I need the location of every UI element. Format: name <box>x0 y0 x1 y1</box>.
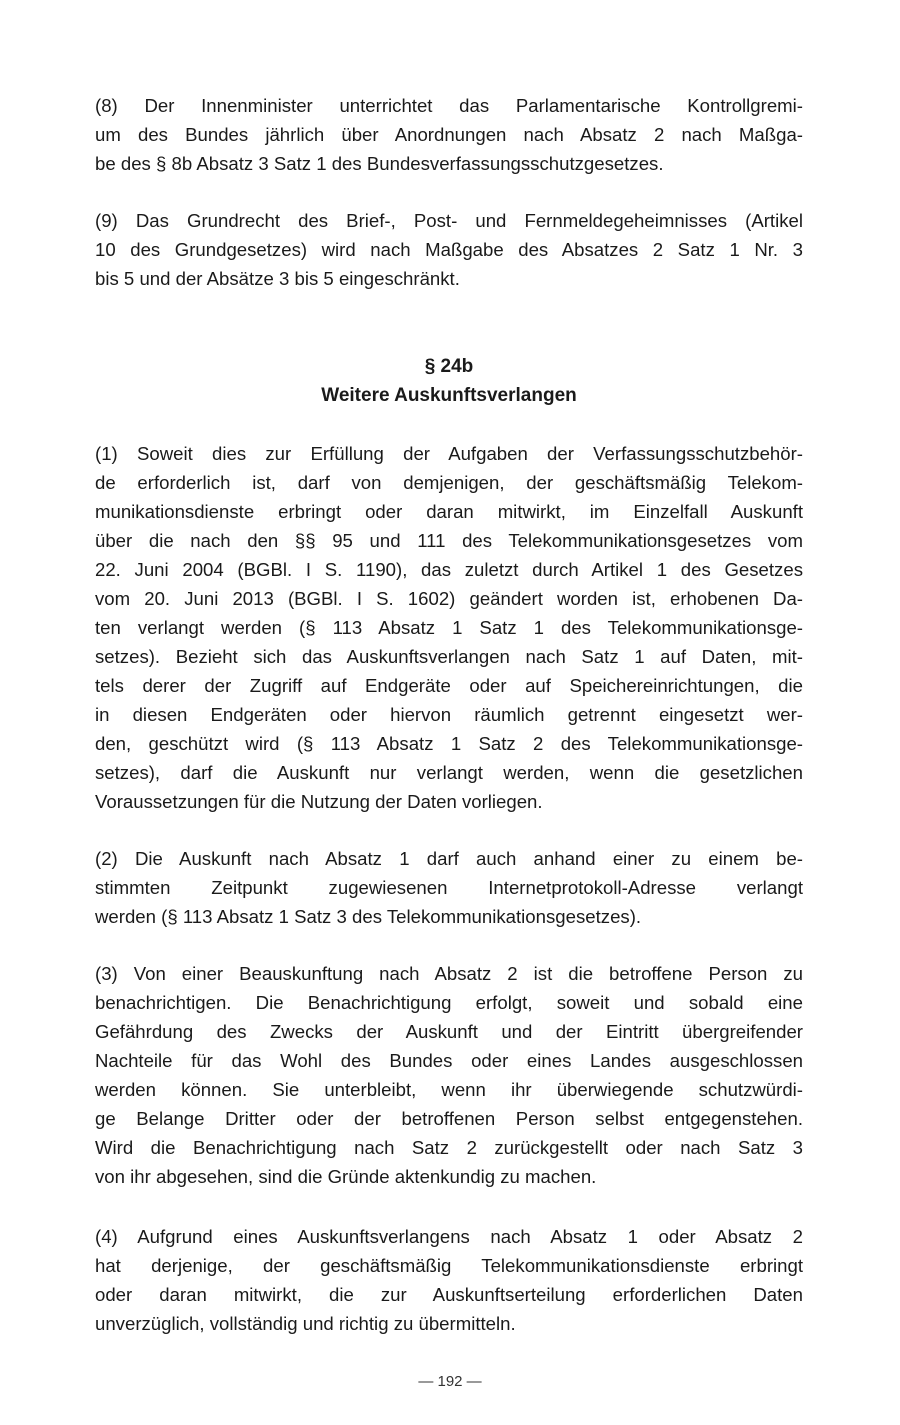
text-line: setzes). Bezieht sich das Auskunftsverlangen nach Satz 1 auf Daten, mit- <box>95 646 803 667</box>
text-line: stimmten Zeitpunkt zugewiesenen Internetprotokoll-Adresse verlangt <box>95 877 803 898</box>
text-line: werden (§ 113 Absatz 1 Satz 3 des Telekommunikationsgesetzes). <box>95 906 642 927</box>
text-line: Gefährdung des Zwecks der Auskunft und der Eintritt übergreifender <box>95 1021 803 1042</box>
text-line: be des § 8b Absatz 3 Satz 1 des Bundesverfassungsschutzgesetzes. <box>95 153 664 174</box>
text-line: de erforderlich ist, darf von demjenigen, der geschäftsmäßig Telekom- <box>95 472 803 493</box>
text-line: über die nach den §§ 95 und 111 des Telekommunikationsgesetzes vom <box>95 530 803 551</box>
section-number: § 24b <box>424 356 474 377</box>
text-line: benachrichtigen. Die Benachrichtigung erfolgt, soweit und sobald eine <box>95 992 803 1013</box>
text-line: (1) Soweit dies zur Erfüllung der Aufgaben der Verfassungsschutzbehör- <box>95 443 803 464</box>
text-line: tels derer der Zugriff auf Endgeräte oder auf Speichereinrichtungen, die <box>95 675 803 696</box>
para-24b-1 <box>95 439 803 816</box>
text-line: werden können. Sie unterbleibt, wenn ihr überwiegende schutzwürdi- <box>95 1079 803 1100</box>
text-line: bis 5 und der Absätze 3 bis 5 eingeschränkt. <box>95 268 460 289</box>
text-line: hat derjenige, der geschäftsmäßig Telekommunikationsdienste erbringt <box>95 1255 803 1276</box>
text-line: von ihr abgesehen, sind die Gründe aktenkundig zu machen. <box>95 1166 597 1187</box>
text-line: (9) Das Grundrecht des Brief-, Post- und Fernmeldegeheimnisses (Artikel <box>95 210 803 231</box>
text-line: munikationsdienste erbringt oder daran mitwirkt, im Einzelfall Auskunft <box>95 501 803 522</box>
para-9 <box>95 206 803 293</box>
text-line: Voraussetzungen für die Nutzung der Daten vorliegen. <box>95 791 543 812</box>
text-line: (8) Der Innenminister unterrichtet das Parlamentarische Kontrollgremi- <box>95 95 803 116</box>
para-24b-4 <box>95 1222 803 1338</box>
text-line: oder daran mitwirkt, die zur Auskunftserteilung erforderlichen Daten <box>95 1284 803 1305</box>
text-line: Wird die Benachrichtigung nach Satz 2 zurückgestellt oder nach Satz 3 <box>95 1137 803 1158</box>
text-line: (3) Von einer Beauskunftung nach Absatz 2 ist die betroffene Person zu <box>95 963 803 984</box>
text-line: 22. Juni 2004 (BGBl. I S. 1190), das zuletzt durch Artikel 1 des Gesetzes <box>95 559 803 580</box>
page-number: — 192 — <box>418 1373 482 1390</box>
text-line: ge Belange Dritter oder der betroffenen Person selbst entgegenstehen. <box>95 1108 803 1129</box>
section-title: Weitere Auskunftsverlangen <box>321 385 577 406</box>
para-24b-3 <box>95 959 803 1191</box>
text-line: Nachteile für das Wohl des Bundes oder eines Landes ausgeschlossen <box>95 1050 803 1071</box>
text-line: unverzüglich, vollständig und richtig zu übermitteln. <box>95 1313 516 1334</box>
text-line: vom 20. Juni 2013 (BGBl. I S. 1602) geändert worden ist, erhobenen Da- <box>95 588 803 609</box>
para-8 <box>95 91 803 178</box>
para-24b-2 <box>95 844 803 931</box>
text-line: ten verlangt werden (§ 113 Absatz 1 Satz 1 des Telekommunikationsge- <box>95 617 803 638</box>
text-line: um des Bundes jährlich über Anordnungen nach Absatz 2 nach Maßga- <box>95 124 803 145</box>
text-line: (4) Aufgrund eines Auskunftsverlangens nach Absatz 1 oder Absatz 2 <box>95 1226 803 1247</box>
text-line: in diesen Endgeräten oder hiervon räumlich getrennt eingesetzt wer- <box>95 704 803 725</box>
text-line: setzes), darf die Auskunft nur verlangt werden, wenn die gesetzlichen <box>95 762 803 783</box>
text-line: (2) Die Auskunft nach Absatz 1 darf auch anhand einer zu einem be- <box>95 848 803 869</box>
text-line: 10 des Grundgesetzes) wird nach Maßgabe des Absatzes 2 Satz 1 Nr. 3 <box>95 239 803 260</box>
text-line: den, geschützt wird (§ 113 Absatz 1 Satz 2 des Telekommunikationsge- <box>95 733 803 754</box>
